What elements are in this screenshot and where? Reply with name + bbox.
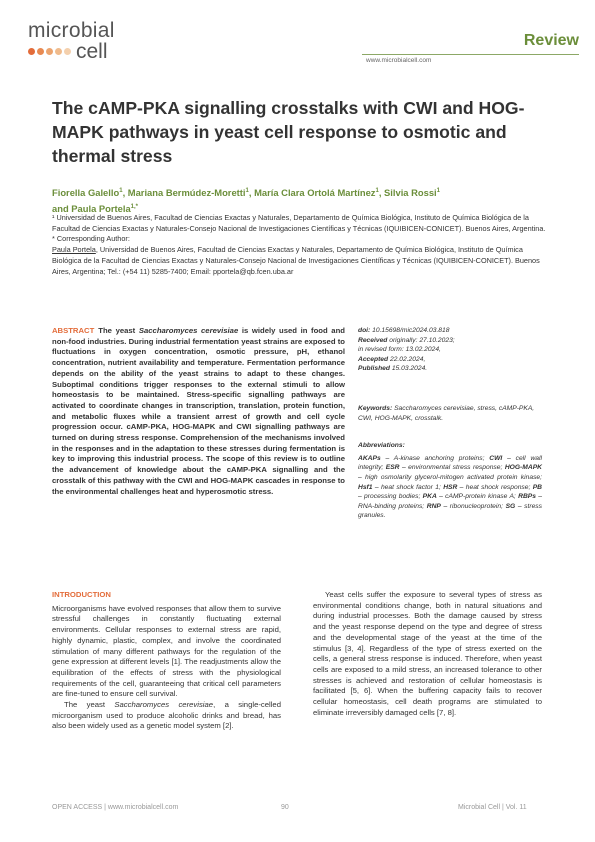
affiliations — [52, 213, 552, 277]
abbreviation-term: SG — [505, 502, 516, 510]
body-column-right — [313, 590, 542, 718]
logo-dot — [55, 48, 62, 55]
abbreviation-definition: – heat shock response; — [457, 483, 533, 491]
corresponding-author — [52, 245, 552, 277]
abbreviation-term: CWI — [489, 454, 503, 462]
abbreviation-definition: – A-kinase anchoring proteins; — [380, 454, 490, 462]
section-heading: INTRODUCTION — [52, 590, 111, 599]
abbreviation-definition: – heat shock factor 1; — [372, 483, 444, 491]
paragraph: Yeast cells suffer the exposure to several types of stress as environmental conditions change, both in natural situations and during industrial processes. Both the damage caused by stress and the yeast response depend on the type and degree of stress and the developmental stage of the yeast at the time of the stimulus [3, 4]. Regardless of the type of stress exerted on the cells, a general stress response is induced. Therefore, when yeast cells are exposed to a mild stress, an increased tolerance to other stresses is achieved and restoration of cellular homeostasis is facilitated [5, 6]. When the buffering capacity fails to recover cellular homeostasis, cell death programs are stimulated to eliminate irreversibly damaged cells [7, 8]. — [313, 590, 542, 717]
accepted-label: Accepted — [358, 355, 389, 363]
article-title: The cAMP-PKA signalling crosstalks with CWI and HOG-MAPK pathways in yeast cell response to osmotic and thermal stress — [52, 98, 525, 166]
received-label: Received — [358, 336, 388, 344]
abbreviations-list — [358, 454, 542, 521]
abbreviation-term: RNP — [426, 502, 441, 510]
logo-dot — [46, 48, 53, 55]
author-name: María Clara Ortolá Martínez — [254, 187, 376, 199]
logo-dots — [28, 48, 71, 55]
footer-left: OPEN ACCESS | www.microbialcell.com — [52, 804, 179, 811]
abstract-text: is widely used in food and non-food industries. During industrial fermentation yeast strains are exposed to fluctuations in oxygen concentration, osmotic pressure, pH, ethanol concentration, nutrient availability and temperature. Fermentation performance depends on the ability of the yeast strains to adapt to these changes. Suboptimal conditions trigger responses to the external stimuli to allow homeostasis to be maintained. Stress-specific signalling pathways are activated to coordinate changes in transcription, translation, protein function, and metabolic fluxes while a transient arrest of growth and cell cycle progression occur. cAMP-PKA, HOG-MAPK and CWI signalling pathways are turned on during stress response. Comprehension of the mechanisms involved in the responses and in the adaptation to these stresses during fermentation is key to improving this industrial process. The scope of this review is to outline the advancement of knowledge about the cAMP-PKA signalling and the crosstalk of this pathway with the CWI and HOG-MAPK cascades in response to the environmental challenges heat and hyperosmotic stress. — [52, 326, 345, 496]
logo-dot — [64, 48, 71, 55]
author-affiliation-mark: 1,* — [130, 204, 139, 211]
footer-right: Microbial Cell | Vol. 11 — [458, 804, 527, 811]
abbreviation-definition: – high osmolarity glycerol-mitogen activated protein kinase; — [358, 473, 542, 481]
abbreviation-definition: – stress granules. — [358, 502, 542, 520]
logo-dot — [37, 48, 44, 55]
published-value: 15.03.2024. — [391, 365, 428, 373]
paragraph-text: The yeast — [64, 700, 115, 710]
header-divider — [362, 54, 579, 55]
revised-value: in revised form: 13.02.2024, — [358, 346, 441, 354]
doi-value[interactable]: 10.15698/mic2024.03.818 — [372, 327, 450, 334]
abbreviation-term: HOG-MAPK — [504, 464, 542, 472]
author-name: Mariana Bermúdez-Moretti — [127, 187, 246, 199]
abbreviation-term: HSR — [443, 483, 458, 491]
author-name: Silvia Rossi — [384, 187, 437, 199]
received-value: originally: 27.10.2023; — [389, 336, 455, 344]
author-affiliation-mark: 1 — [436, 188, 441, 194]
journal-logo — [28, 20, 138, 62]
paragraph — [52, 700, 281, 732]
author-affiliation-mark: 1 — [375, 188, 379, 194]
site-url[interactable]: www.microbialcell.com — [366, 57, 432, 64]
author-name: and Paula Portela — [52, 203, 131, 215]
accepted-value: 22.02.2024, — [389, 355, 426, 363]
corresponding-details: , Universidad de Buenos Aires, Facultad de Ciencias Exactas y Naturales, Departamento de Química Biológica, Instituto de Química Biológica de la Facultad de Ciencias Exactas y Naturales-Consejo Nacional de Investigaciones Científicas y Técnicas (IQUIBICEN-CONICET). Buenos Aires, Argentina; Tel.: (+54 11) 5285-7400; Email: pportela@qb.fcen.uba.ar — [52, 245, 540, 276]
paragraph-text: , a single-celled microorganism used to produce alcoholic drinks and bread, has also been widely used as a genetic model system [2]. — [52, 700, 281, 731]
page-number: 90 — [281, 804, 289, 811]
logo-text-top: microbial — [28, 19, 115, 42]
keywords-value: Saccharomyces cerevisiae, stress, cAMP-PKA, CWI, HOG-MAPK, crosstalk. — [358, 404, 535, 422]
published-label: Published — [358, 365, 390, 373]
abstract-label: ABSTRACT — [52, 326, 95, 335]
abbreviation-definition: – environmental stress response; — [399, 464, 505, 472]
corresponding-label: * Corresponding Author: — [52, 234, 130, 244]
paragraph: Microorganisms have evolved responses that allow them to survive stressful challenges in constantly fluctuating external environments. Cellular responses to external stress are rapid, highly dynamic, plastic, complex, and involve the coordinated stimulation of many different pathways for the regulation of the gene expression at different levels [1]. The readjustments allow the equilibration of the effects of stress with the physiological requirements of the cell, guaranteeing that critical cell parameters are fine-tuned to ensure cell survival. — [52, 603, 281, 699]
abbreviation-term: AKAPs — [358, 454, 381, 462]
abbreviation-term: PKA — [422, 493, 437, 501]
body-column-left — [52, 590, 281, 732]
abbreviation-definition: – cell wall integrity; — [358, 454, 542, 472]
abbreviation-term: RBPs — [518, 493, 536, 501]
affiliation-1: ¹ Universidad de Buenos Aires, Facultad de Ciencias Exactas y Naturales, Departamento de Química Biológica, Instituto de Química Biológica de la Facultad de Ciencias Exactas y Naturales-Consejo Nacional de Investigaciones Científicas y Técnicas (IQUIBICEN-CONICET). Buenos Aires, Argentina. — [52, 213, 546, 233]
abbreviation-term: ESR — [385, 464, 400, 472]
logo-text-bottom: cell — [76, 40, 108, 63]
logo-dot — [28, 48, 35, 55]
doi-label: doi: — [358, 327, 371, 334]
keywords-label: Keywords: — [358, 404, 393, 412]
author-affiliation-mark: 1 — [119, 188, 123, 194]
species-name: Saccharomyces cerevisiae — [114, 700, 214, 710]
abbreviation-definition: – processing bodies; — [358, 493, 423, 501]
abbreviation-term: Hsf1 — [358, 483, 373, 491]
abstract — [52, 326, 345, 497]
section-label: Review — [523, 32, 579, 49]
corresponding-name: Paula Portela — [52, 245, 96, 255]
abstract-pre: The yeast — [98, 326, 139, 335]
author-affiliation-mark: 1 — [245, 188, 249, 194]
abstract-species: Saccharomyces cerevisiae — [138, 326, 239, 335]
abbreviation-definition: – ribonucleoprotein; — [440, 502, 506, 510]
author-name: Fiorella Galello — [52, 187, 120, 199]
abbreviation-definition: – RNA-binding proteins; — [358, 493, 543, 510]
abbreviation-definition: – cAMP-protein kinase A; — [436, 493, 519, 501]
abbreviation-term: PB — [532, 483, 542, 491]
author-list: Fiorella Galello$^1$, Mariana Bermúdez-Moretti$^1$, María Clara Ortolá Martínez$^1$, Silvia Rossi$^1$ and Paula Portela$^{1,*}$ — [52, 187, 441, 215]
article-metadata — [358, 326, 542, 533]
abbreviations-label: Abbreviations: — [358, 442, 405, 450]
